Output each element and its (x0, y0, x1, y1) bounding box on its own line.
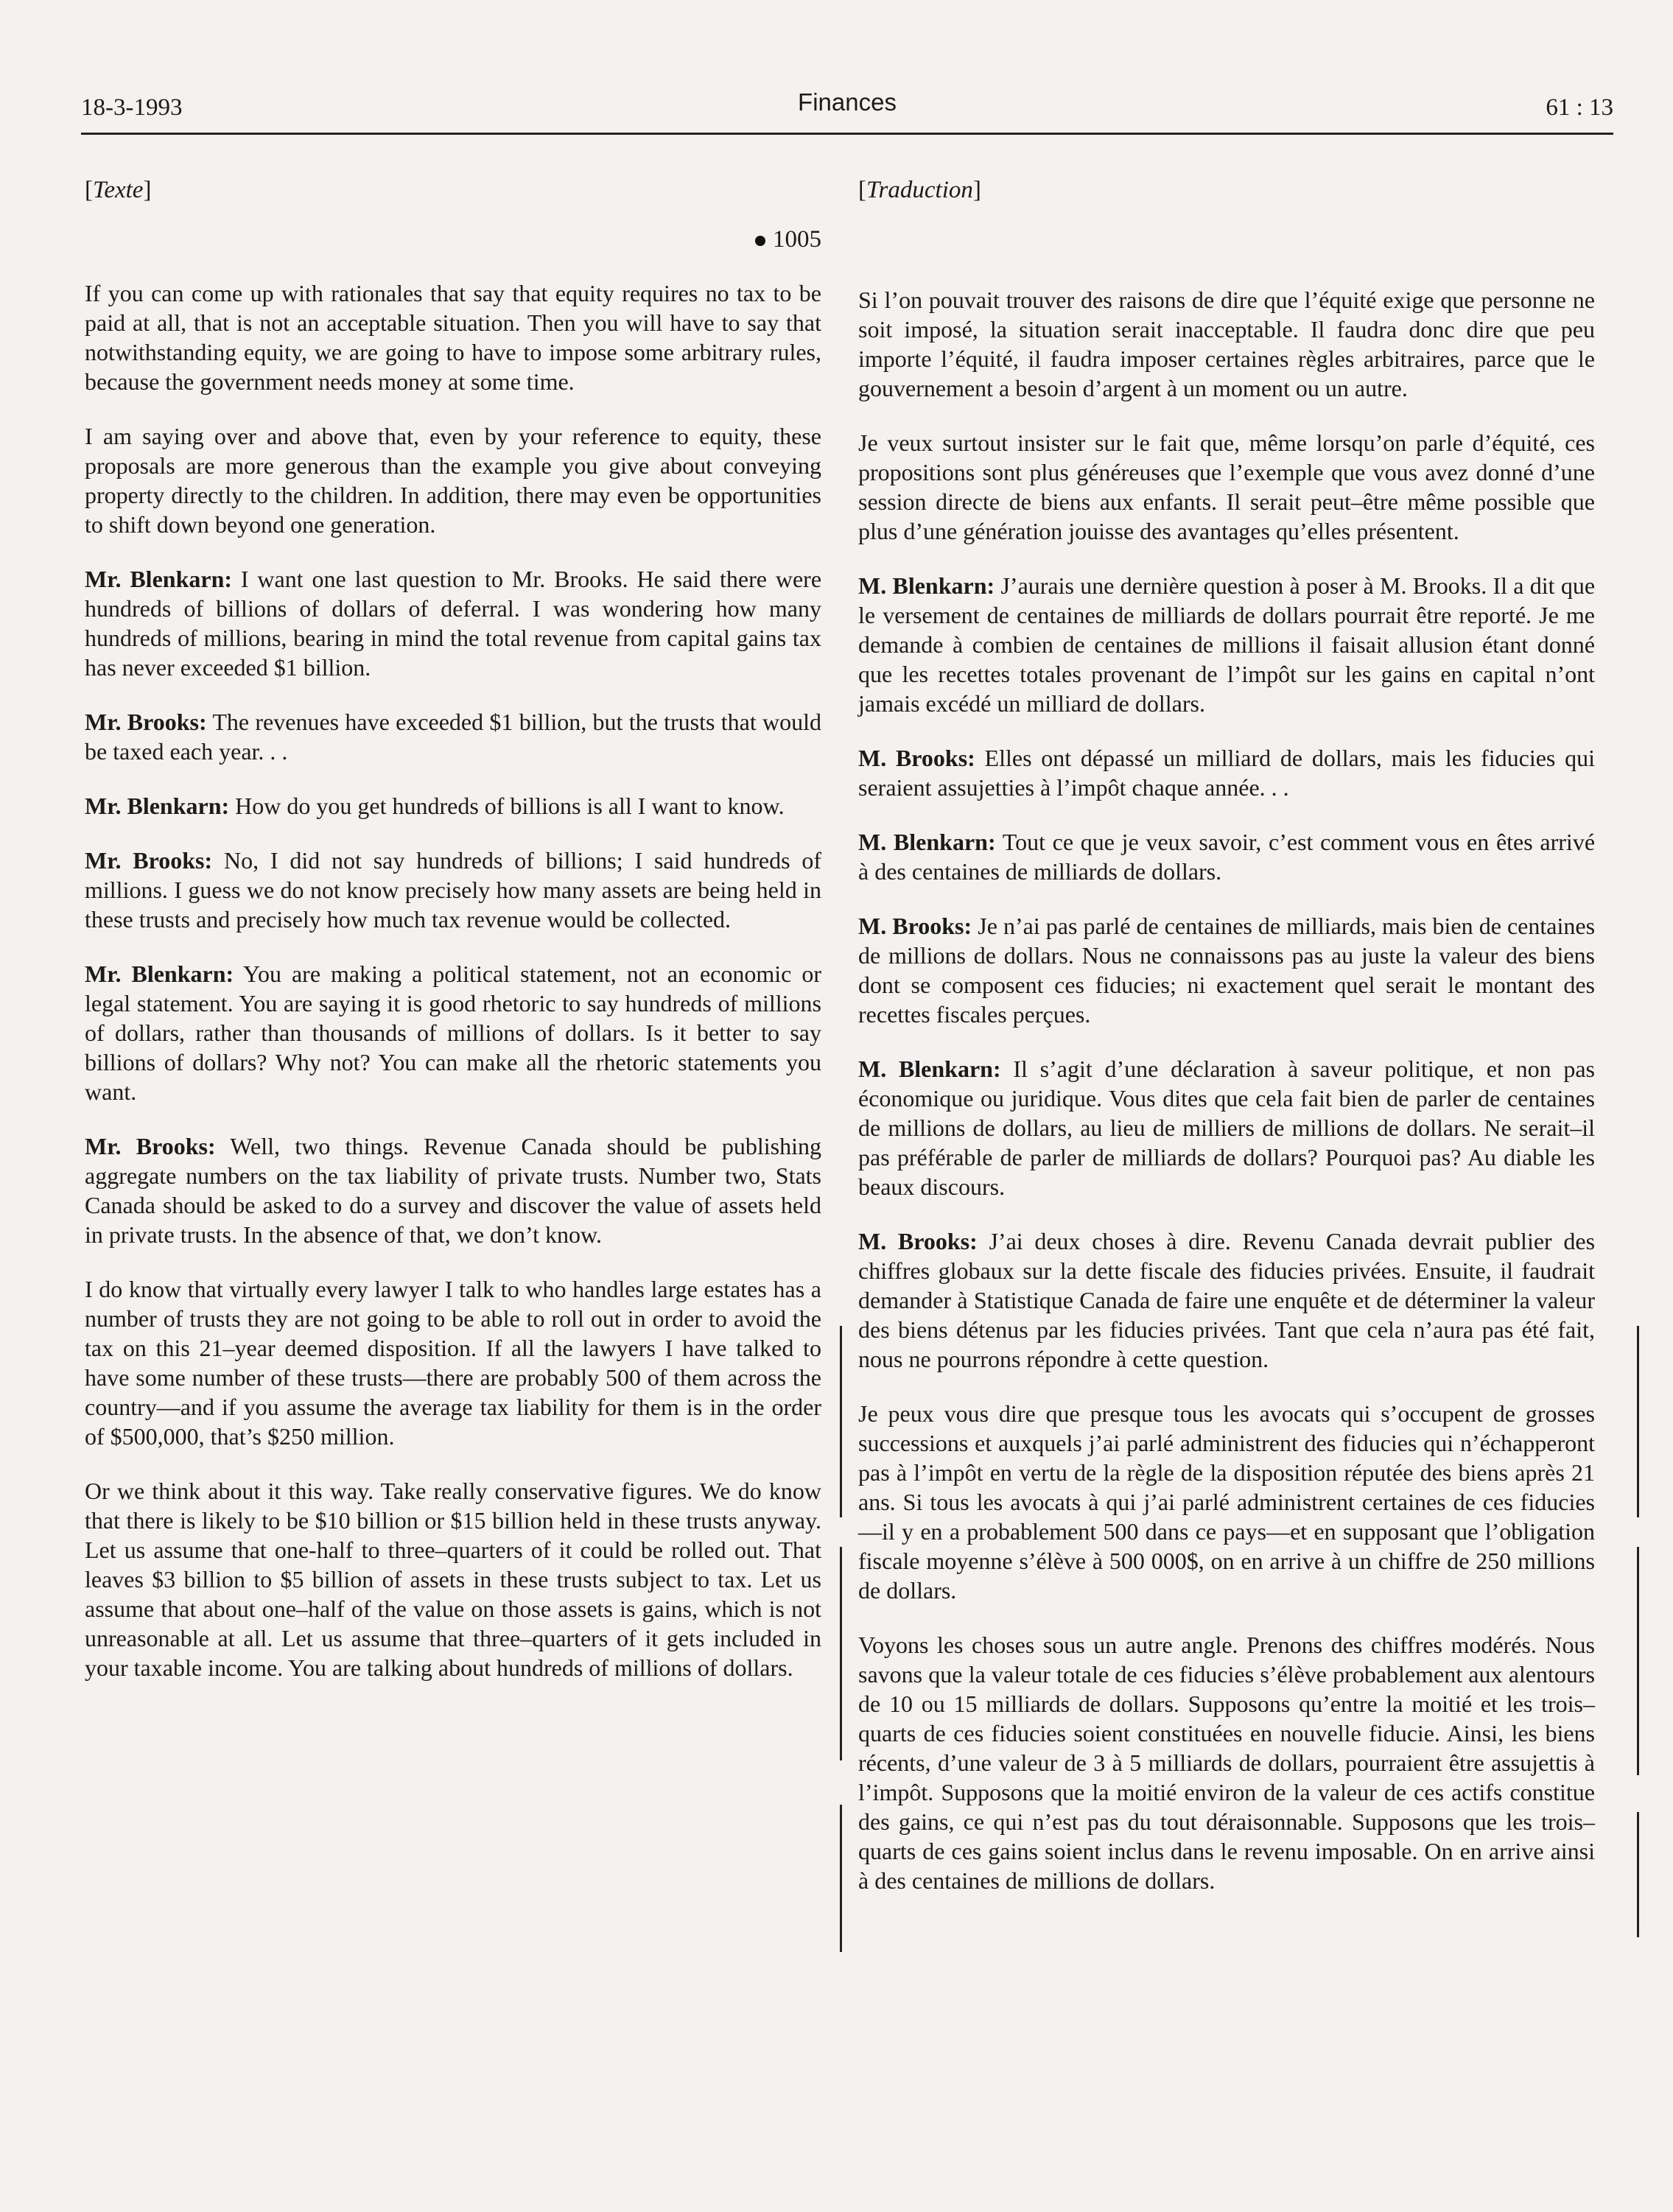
paragraph: M. Blenkarn: Tout ce que je veux savoir, c’est comment vous en êtes arrivé à des centaines de milliards de dollars. (858, 829, 1596, 885)
english-column (85, 177, 821, 1707)
page-header (81, 87, 1613, 135)
margin-change-bar (1637, 1326, 1639, 1517)
header-date: 18-3-1993 (81, 94, 183, 121)
margin-change-bar (840, 1805, 842, 1952)
paragraph: M. Blenkarn: J’aurais une dernière question à poser à M. Brooks. Il a dit que le versement de centaines de milliards de dollars pourrait être reporté. Je me demande à combien de centaines de millions il faisait allusion étant donné que les recettes totales provenant de l’impôt sur les gains en capital n’ont jamais excédé un milliard de dollars. (858, 572, 1596, 717)
paragraph: If you can come up with rationales that say that equity requires no tax to be paid at all, that is not an acceptable situation. Then you will have to say that notwithstanding equity, we are going to have to impose some arbitrary rules, because the government needs money at some time. (85, 280, 821, 395)
paragraph: Or we think about it this way. Take really conservative figures. We do know that there is likely to be $10 billion or $15 billion held in these trusts anyway. Let us assume that one-half to three–quarters of it could be rolled out. That leaves $3 billion to $5 billion of assets in these trusts subject to tax. Let us assume that about one–half of the value on those assets is gains, which is not unreasonable at all. Let us assume that three–quarters of it gets included in your taxable income. You are talking about hundreds of millions of dollars. (85, 1478, 821, 1681)
spacer (858, 226, 1595, 285)
paragraph: Mr. Blenkarn: I want one last question to Mr. Brooks. He said there were hundreds of billions of dollars of deferral. I was wondering how many hundreds of millions, bearing in mind the total revenue from capital gains tax has never exceeded $1 billion. (85, 566, 822, 681)
margin-change-bar (1637, 1547, 1639, 1775)
paragraph: I am saying over and above that, even by your reference to equity, these proposals are more generous than the example you give about conveying property directly to the children. In addition, there may even be opportunities to shift down beyond one generation. (85, 423, 821, 538)
paragraph: Mr. Brooks: The revenues have exceeded $1 billion, but the trusts that would be taxed each year. . . (85, 709, 822, 765)
paragraph: I do know that virtually every lawyer I talk to who handles large estates has a number of trusts they are not going to be able to roll out in order to avoid the tax on this 21–year deemed disposition. If all the lawyers I have talked to have some number of these trusts—there are probably 500 of them across the country—and if you assume the average tax liability for them is in the order of $500,000, that’s $250 million. (85, 1276, 821, 1450)
margin-change-bar (840, 1326, 842, 1517)
paragraph: Mr. Blenkarn: You are making a political statement, not an economic or legal statement. You are saying it is good rhetoric to say hundreds of millions of dollars, rather than thousands of millions of dollars. Is it better to say billions of dollars? Why not? You can make all the rhetoric statements you want. (85, 961, 822, 1105)
paragraph: M. Blenkarn: Il s’agit d’une déclaration à saveur politique, et non pas économique ou juridique. Vous dites que cela fait bien de parler de centaines de millions de dollars, au lieu de milliers de millions de dollars. Ne serait–il pas préférable de parler de milliards de dollars? Pourquoi pas? Au diable les beaux discours. (858, 1056, 1596, 1200)
french-column (858, 177, 1595, 1920)
paragraph: Je peux vous dire que presque tous les avocats qui s’occupent de grosses successions et auxquels j’ai parlé administrent des fiducies qui n’échapperont pas à l’impôt en vertu de la règle de la disposition réputée des biens après 21 ans. Si tous les avocats à qui j’ai parlé administrent certaines de ces fiducies—il y en a probablement 500 dans ce pays—et en supposant que l’obligation fiscale moyenne s’élève à 500 000$, on en arrive à un chiffre de 250 millions de dollars. (858, 1400, 1595, 1604)
timestamp: 1005 (85, 226, 821, 253)
header-title: Finances (798, 88, 897, 116)
section-label-traduction: [Traduction] (858, 177, 981, 203)
paragraph: Mr. Brooks: Well, two things. Revenue Canada should be publishing aggregate numbers on the tax liability of private trusts. Number two, Stats Canada should be asked to do a survey and discover the value of assets held in private trusts. In the absence of that, we don’t know. (85, 1133, 822, 1248)
paragraph: Mr. Blenkarn: How do you get hundreds of billions is all I want to know. (85, 793, 785, 819)
section-label-texte: [Texte] (85, 177, 152, 203)
paragraph: Si l’on pouvait trouver des raisons de dire que l’équité exige que personne ne soit imposé, la situation serait inacceptable. Il faudra donc dire que peu importe l’équité, il faudra imposer certaines règles arbitraires, parce que le gouvernement a besoin d’argent à un moment ou un autre. (858, 287, 1595, 401)
header-page-number: 61 : 13 (1546, 94, 1613, 121)
paragraph: Voyons les choses sous un autre angle. Prenons des chiffres modérés. Nous savons que la valeur totale de ces fiducies s’élève probablement aux alentours de 10 ou 15 milliards de dollars. Supposons qu’entre la moitié et les trois–quarts de ces fiducies soient constituées en nouvelle fiducie. Ainsi, les biens récents, d’une valeur de 3 à 5 milliards de dollars, pourraient être assujettis à l’impôt. Supposons que la moitié environ de la valeur de ces actifs constitue des gains, ce qui n’est pas du tout déraisonnable. Supposons que les trois–quarts de ces gains soient inclus dans le revenu imposable. On en arrive ainsi à des centaines de millions de dollars. (858, 1632, 1595, 1894)
paragraph: M. Brooks: J’ai deux choses à dire. Revenu Canada devrait publier des chiffres globaux sur la dette fiscale des fiducies privées. Ensuite, il faudrait demander à Statistique Canada de faire une enquête et de déterminer la valeur des biens détenus par les fiducies privées. Tant que cela n’aura pas été fait, nous ne pourrons répondre à cette question. (858, 1228, 1596, 1372)
margin-change-bar (1637, 1812, 1639, 1937)
paragraph: Mr. Brooks: No, I did not say hundreds of billions; I said hundreds of millions. I guess we do not know precisely how many assets are being held in these trusts and precisely how much tax revenue would be collected. (85, 847, 822, 933)
margin-change-bar (840, 1547, 842, 1760)
paragraph: M. Brooks: Je n’ai pas parlé de centaines de milliards, mais bien de centaines de millions de dollars. Nous ne connaissons pas au juste la valeur des biens dont se composent ces fiducies; ni exactement quel serait le montant des recettes fiscales perçues. (858, 913, 1596, 1028)
paragraph: Je veux surtout insister sur le fait que, même lorsqu’on parle d’équité, ces propositions sont plus généreuses que l’exemple que vous avez donné d’une session directe de biens aux enfants. Il serait peut–être même possible que plus d’une génération jouisse des avantages qu’elles présentent. (858, 429, 1595, 544)
paragraph: M. Brooks: Elles ont dépassé un milliard de dollars, mais les fiducies qui seraient assujetties à l’impôt chaque année. . . (858, 745, 1596, 801)
bullet-dot-icon (755, 236, 765, 246)
